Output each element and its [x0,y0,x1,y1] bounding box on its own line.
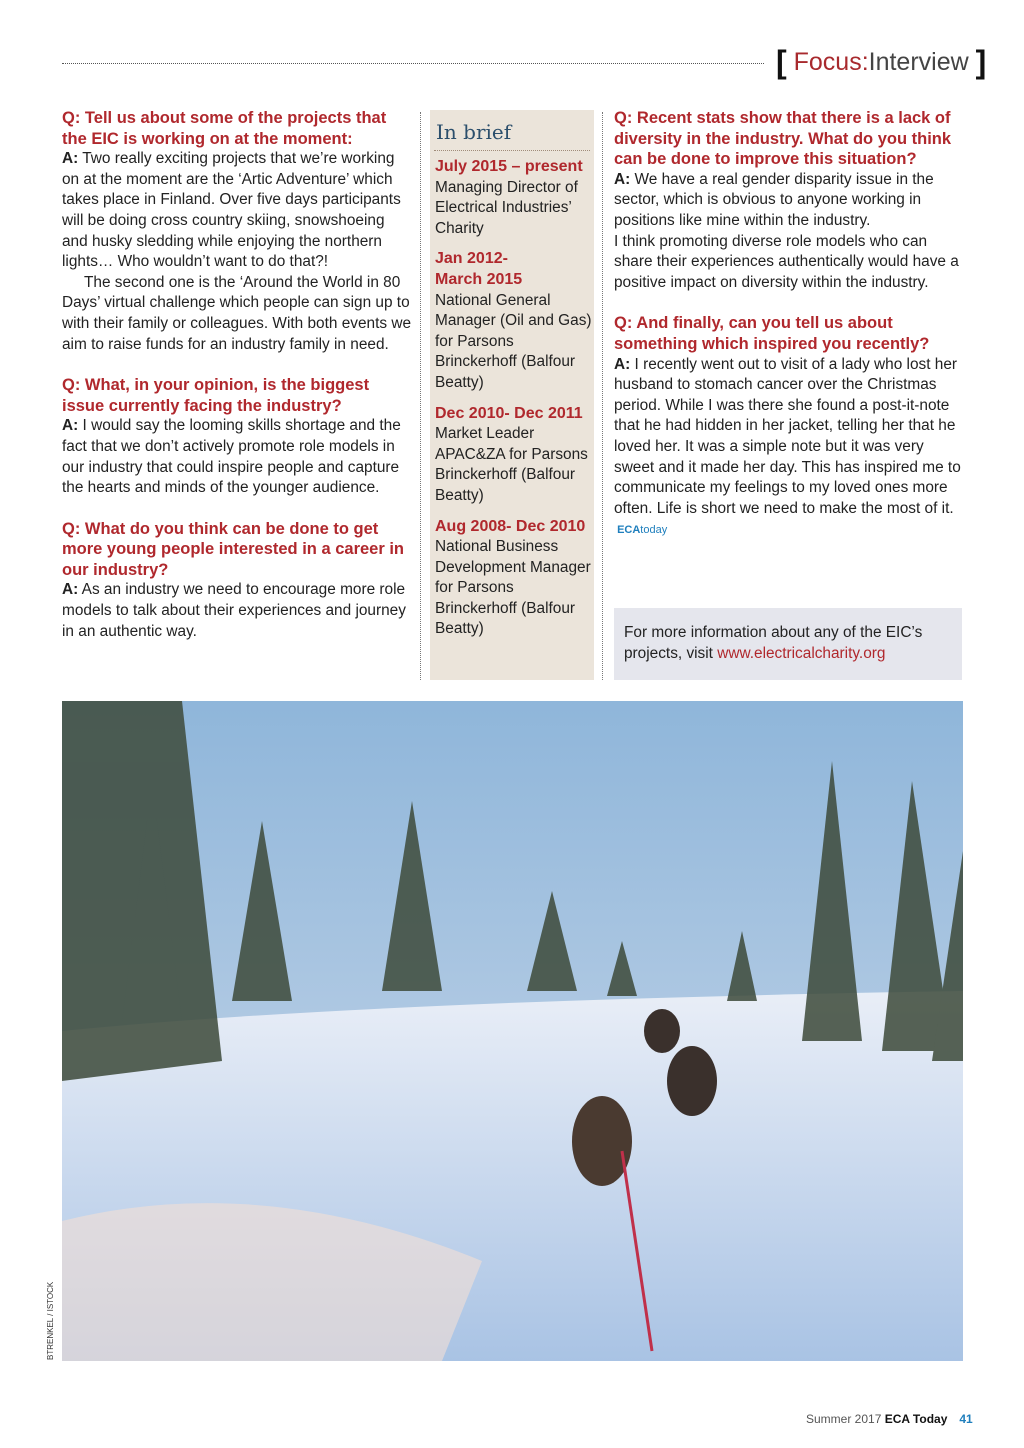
column-divider [602,112,603,680]
answer-paragraph: The second one is the ‘Around the World in 80 Days’ virtual challenge which people can sign up to with their family or colleagues. With both events we aim to raise funds for an industry family in need. [62,273,412,353]
charity-website-link[interactable]: www.electricalcharity.org [717,645,886,662]
logo-light: today [640,524,668,537]
answer [62,416,412,498]
section-title: Interview [868,48,969,76]
question: Q: Tell us about some of the projects that the EIC is working on at the moment: [62,109,387,148]
answer-label: A: [614,170,631,188]
question: Q: And finally, can you tell us about something which inspired you recently? [614,314,930,353]
brief-role: National General Manager (Oil and Gas) for Parsons Brinckerhoff (Balfour Beatty) [435,291,592,391]
section-header [776,44,986,81]
left-column [62,108,412,642]
right-column [614,108,964,541]
brief-date: July 2015 – present [435,158,583,175]
magazine-name: ECA Today [884,1412,948,1426]
question: Q: Recent stats show that there is a lack of diversity in the industry. What do you think can be done to improve this situation? [614,109,952,169]
answer-text: As an industry we need to encourage more role models to talk about their experiences and journey in an authentic way. [62,581,406,640]
husky-sledding-photo [62,701,963,1361]
photo-credit: BTRENKEL / ISTOCK [46,1281,55,1360]
logo-bold: ECA [617,524,641,537]
bracket-open: [ [776,44,787,80]
brief-date: Jan 2012- March 2015 [435,250,523,288]
brief-date: Aug 2008- Dec 2010 [435,517,586,535]
answer-text: We have a real gender disparity issue in the sector, which is obvious to anyone working in positions like mine within the industry. [614,170,934,229]
column-divider [420,112,421,680]
answer [614,170,964,232]
question: Q: What, in your opinion, is the biggest issue currently facing the industry? [62,376,370,415]
info-box [614,608,962,680]
section-label: Focus: [793,48,869,76]
answer-text: I would say the looming skills shortage and the fact that we don’t actively promote role models in our industry that could inspire people and capture the hearts and minds of the younger audience. [62,417,401,497]
answer [614,355,964,541]
answer-label: A: [62,581,79,599]
answer-label: A: [62,417,79,435]
issue-date: Summer 2017 [806,1412,885,1426]
brief-role: National Business Development Manager for Parsons Brinckerhoff (Balfour Beatty) [435,538,591,638]
in-brief-box [430,110,594,680]
page-number: 41 [959,1412,973,1426]
answer-text: Two really exciting projects that we’re working on at the moment are the ‘Artic Adventure’ which takes place in Finland. Over five days participants will be doing cross country skiing, snowshoeing and husky sledding while enjoying the northern lights… Who wouldn’t want to do that?! [62,150,401,271]
answer [62,580,412,642]
eca-today-end-logo [614,524,667,536]
brief-role: Market Leader APAC&ZA for Parsons Brinckerhoff (Balfour Beatty) [435,425,588,504]
question: Q: What do you think can be done to get more young people interested in a career in our industry? [62,519,405,579]
info-text-body: For more information about any of the EIC’s projects, visit [624,624,923,662]
dotted-divider [434,150,590,151]
page-footer [806,1412,973,1426]
answer-paragraph: I think promoting diverse role models who can share their experiences authentically would have a positive impact on diversity within the industry. [614,232,959,291]
brief-role: Managing Director of Electrical Industries’ Charity [435,178,578,237]
info-text [624,622,952,664]
answer [62,149,412,273]
answer-text: I recently went out to visit of a lady who lost her husband to stomach cancer over the Christmas period. While I was there she found a post-it-note that he had hidden in her jacket, telling her that he loved her. It was a simple note but it was very sweet and it made her day. This has inspired me to communicate my feelings to my loved ones more often. Life is short we need to make the most of it. [614,355,961,517]
header-rule [62,63,764,64]
answer-label: A: [62,150,79,168]
answer-label: A: [614,355,631,373]
in-brief-title: In brief [436,120,512,144]
bracket-close: ] [975,44,987,80]
brief-date: Dec 2010- Dec 2011 [435,404,583,422]
